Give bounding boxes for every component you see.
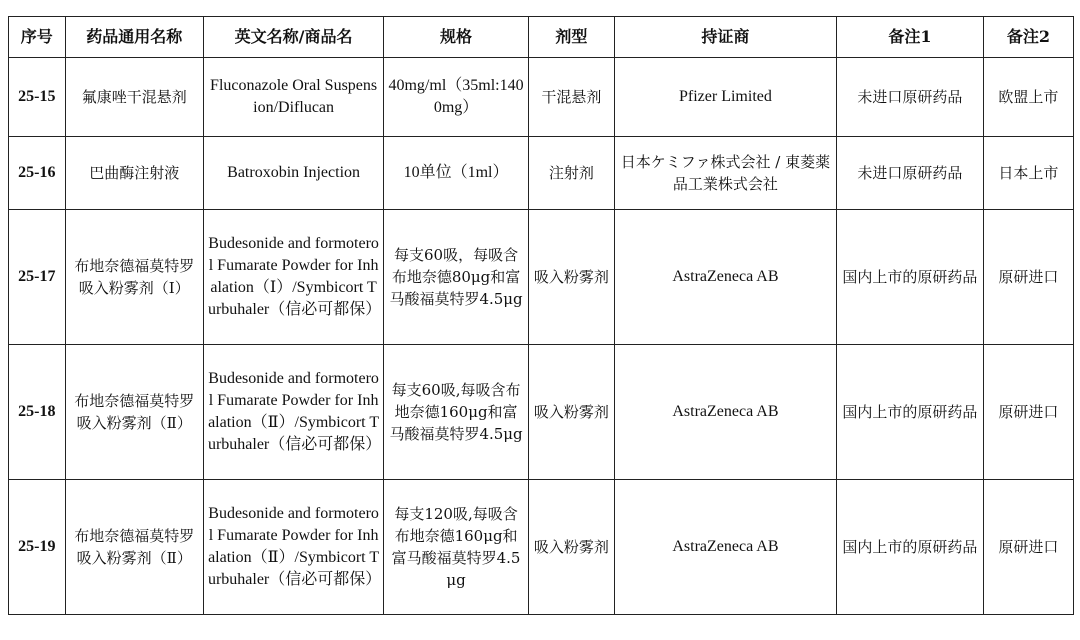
header-dosage-form: 剂型 bbox=[528, 17, 614, 58]
cell-no: 25-15 bbox=[9, 58, 66, 137]
cell-english-name: Budesonide and formoterol Fumarate Powder for Inhalation（Ⅱ）/Symbicort Turbuhaler（信必可都保） bbox=[203, 345, 383, 480]
header-generic-name: 药品通用名称 bbox=[65, 17, 203, 58]
cell-remark2: 原研进口 bbox=[983, 210, 1073, 345]
cell-no: 25-19 bbox=[9, 480, 66, 615]
cell-english-name: Budesonide and formoterol Fumarate Powder for Inhalation（Ⅰ）/Symbicort Turbuhaler（信必可都保） bbox=[203, 210, 383, 345]
cell-no: 25-16 bbox=[9, 137, 66, 210]
table-row bbox=[9, 480, 1074, 615]
cell-holder: Pfizer Limited bbox=[614, 58, 836, 137]
cell-remark2: 原研进口 bbox=[983, 480, 1073, 615]
cell-holder: 日本ケミファ株式会社 / 東菱薬品工業株式会社 bbox=[614, 137, 836, 210]
cell-spec: 10单位（1ml） bbox=[384, 137, 529, 210]
header-english-name: 英文名称/商品名 bbox=[203, 17, 383, 58]
cell-dosage-form: 干混悬剂 bbox=[528, 58, 614, 137]
cell-english-name: Batroxobin Injection bbox=[203, 137, 383, 210]
header-row bbox=[9, 17, 1074, 58]
table-row bbox=[9, 58, 1074, 137]
cell-spec: 每支60吸,每吸含布地奈德160μg和富马酸福莫特罗4.5μg bbox=[384, 345, 529, 480]
cell-no: 25-17 bbox=[9, 210, 66, 345]
cell-generic-name: 布地奈德福莫特罗吸入粉雾剂（Ⅱ） bbox=[65, 480, 203, 615]
cell-holder: AstraZeneca AB bbox=[614, 480, 836, 615]
cell-dosage-form: 吸入粉雾剂 bbox=[528, 480, 614, 615]
cell-remark2: 日本上市 bbox=[983, 137, 1073, 210]
header-no: 序号 bbox=[9, 17, 66, 58]
header-holder: 持证商 bbox=[614, 17, 836, 58]
header-remark1: 备注1 bbox=[837, 17, 984, 58]
cell-holder: AstraZeneca AB bbox=[614, 210, 836, 345]
table-row bbox=[9, 345, 1074, 480]
cell-english-name: Fluconazole Oral Suspension/Diflucan bbox=[203, 58, 383, 137]
cell-no: 25-18 bbox=[9, 345, 66, 480]
cell-remark2: 欧盟上市 bbox=[983, 58, 1073, 137]
cell-remark1: 国内上市的原研药品 bbox=[837, 345, 984, 480]
drug-list-table bbox=[8, 16, 1074, 615]
cell-dosage-form: 注射剂 bbox=[528, 137, 614, 210]
cell-spec: 40mg/ml（35ml:1400mg） bbox=[384, 58, 529, 137]
cell-generic-name: 氟康唑干混悬剂 bbox=[65, 58, 203, 137]
cell-english-name: Budesonide and formoterol Fumarate Powder for Inhalation（Ⅱ）/Symbicort Turbuhaler（信必可都保） bbox=[203, 480, 383, 615]
table-row bbox=[9, 210, 1074, 345]
cell-remark1: 未进口原研药品 bbox=[837, 58, 984, 137]
cell-spec: 每支120吸,每吸含布地奈德160μg和富马酸福莫特罗4.5μg bbox=[384, 480, 529, 615]
cell-dosage-form: 吸入粉雾剂 bbox=[528, 210, 614, 345]
cell-remark1: 国内上市的原研药品 bbox=[837, 480, 984, 615]
cell-holder: AstraZeneca AB bbox=[614, 345, 836, 480]
cell-remark1: 国内上市的原研药品 bbox=[837, 210, 984, 345]
cell-spec: 每支60吸，每吸含布地奈德80μg和富马酸福莫特罗4.5μg bbox=[384, 210, 529, 345]
cell-generic-name: 布地奈德福莫特罗吸入粉雾剂（Ⅰ） bbox=[65, 210, 203, 345]
cell-remark2: 原研进口 bbox=[983, 345, 1073, 480]
cell-generic-name: 巴曲酶注射液 bbox=[65, 137, 203, 210]
header-remark2: 备注2 bbox=[983, 17, 1073, 58]
cell-dosage-form: 吸入粉雾剂 bbox=[528, 345, 614, 480]
cell-remark1: 未进口原研药品 bbox=[837, 137, 984, 210]
table-row bbox=[9, 137, 1074, 210]
cell-generic-name: 布地奈德福莫特罗吸入粉雾剂（Ⅱ） bbox=[65, 345, 203, 480]
header-spec: 规格 bbox=[384, 17, 529, 58]
